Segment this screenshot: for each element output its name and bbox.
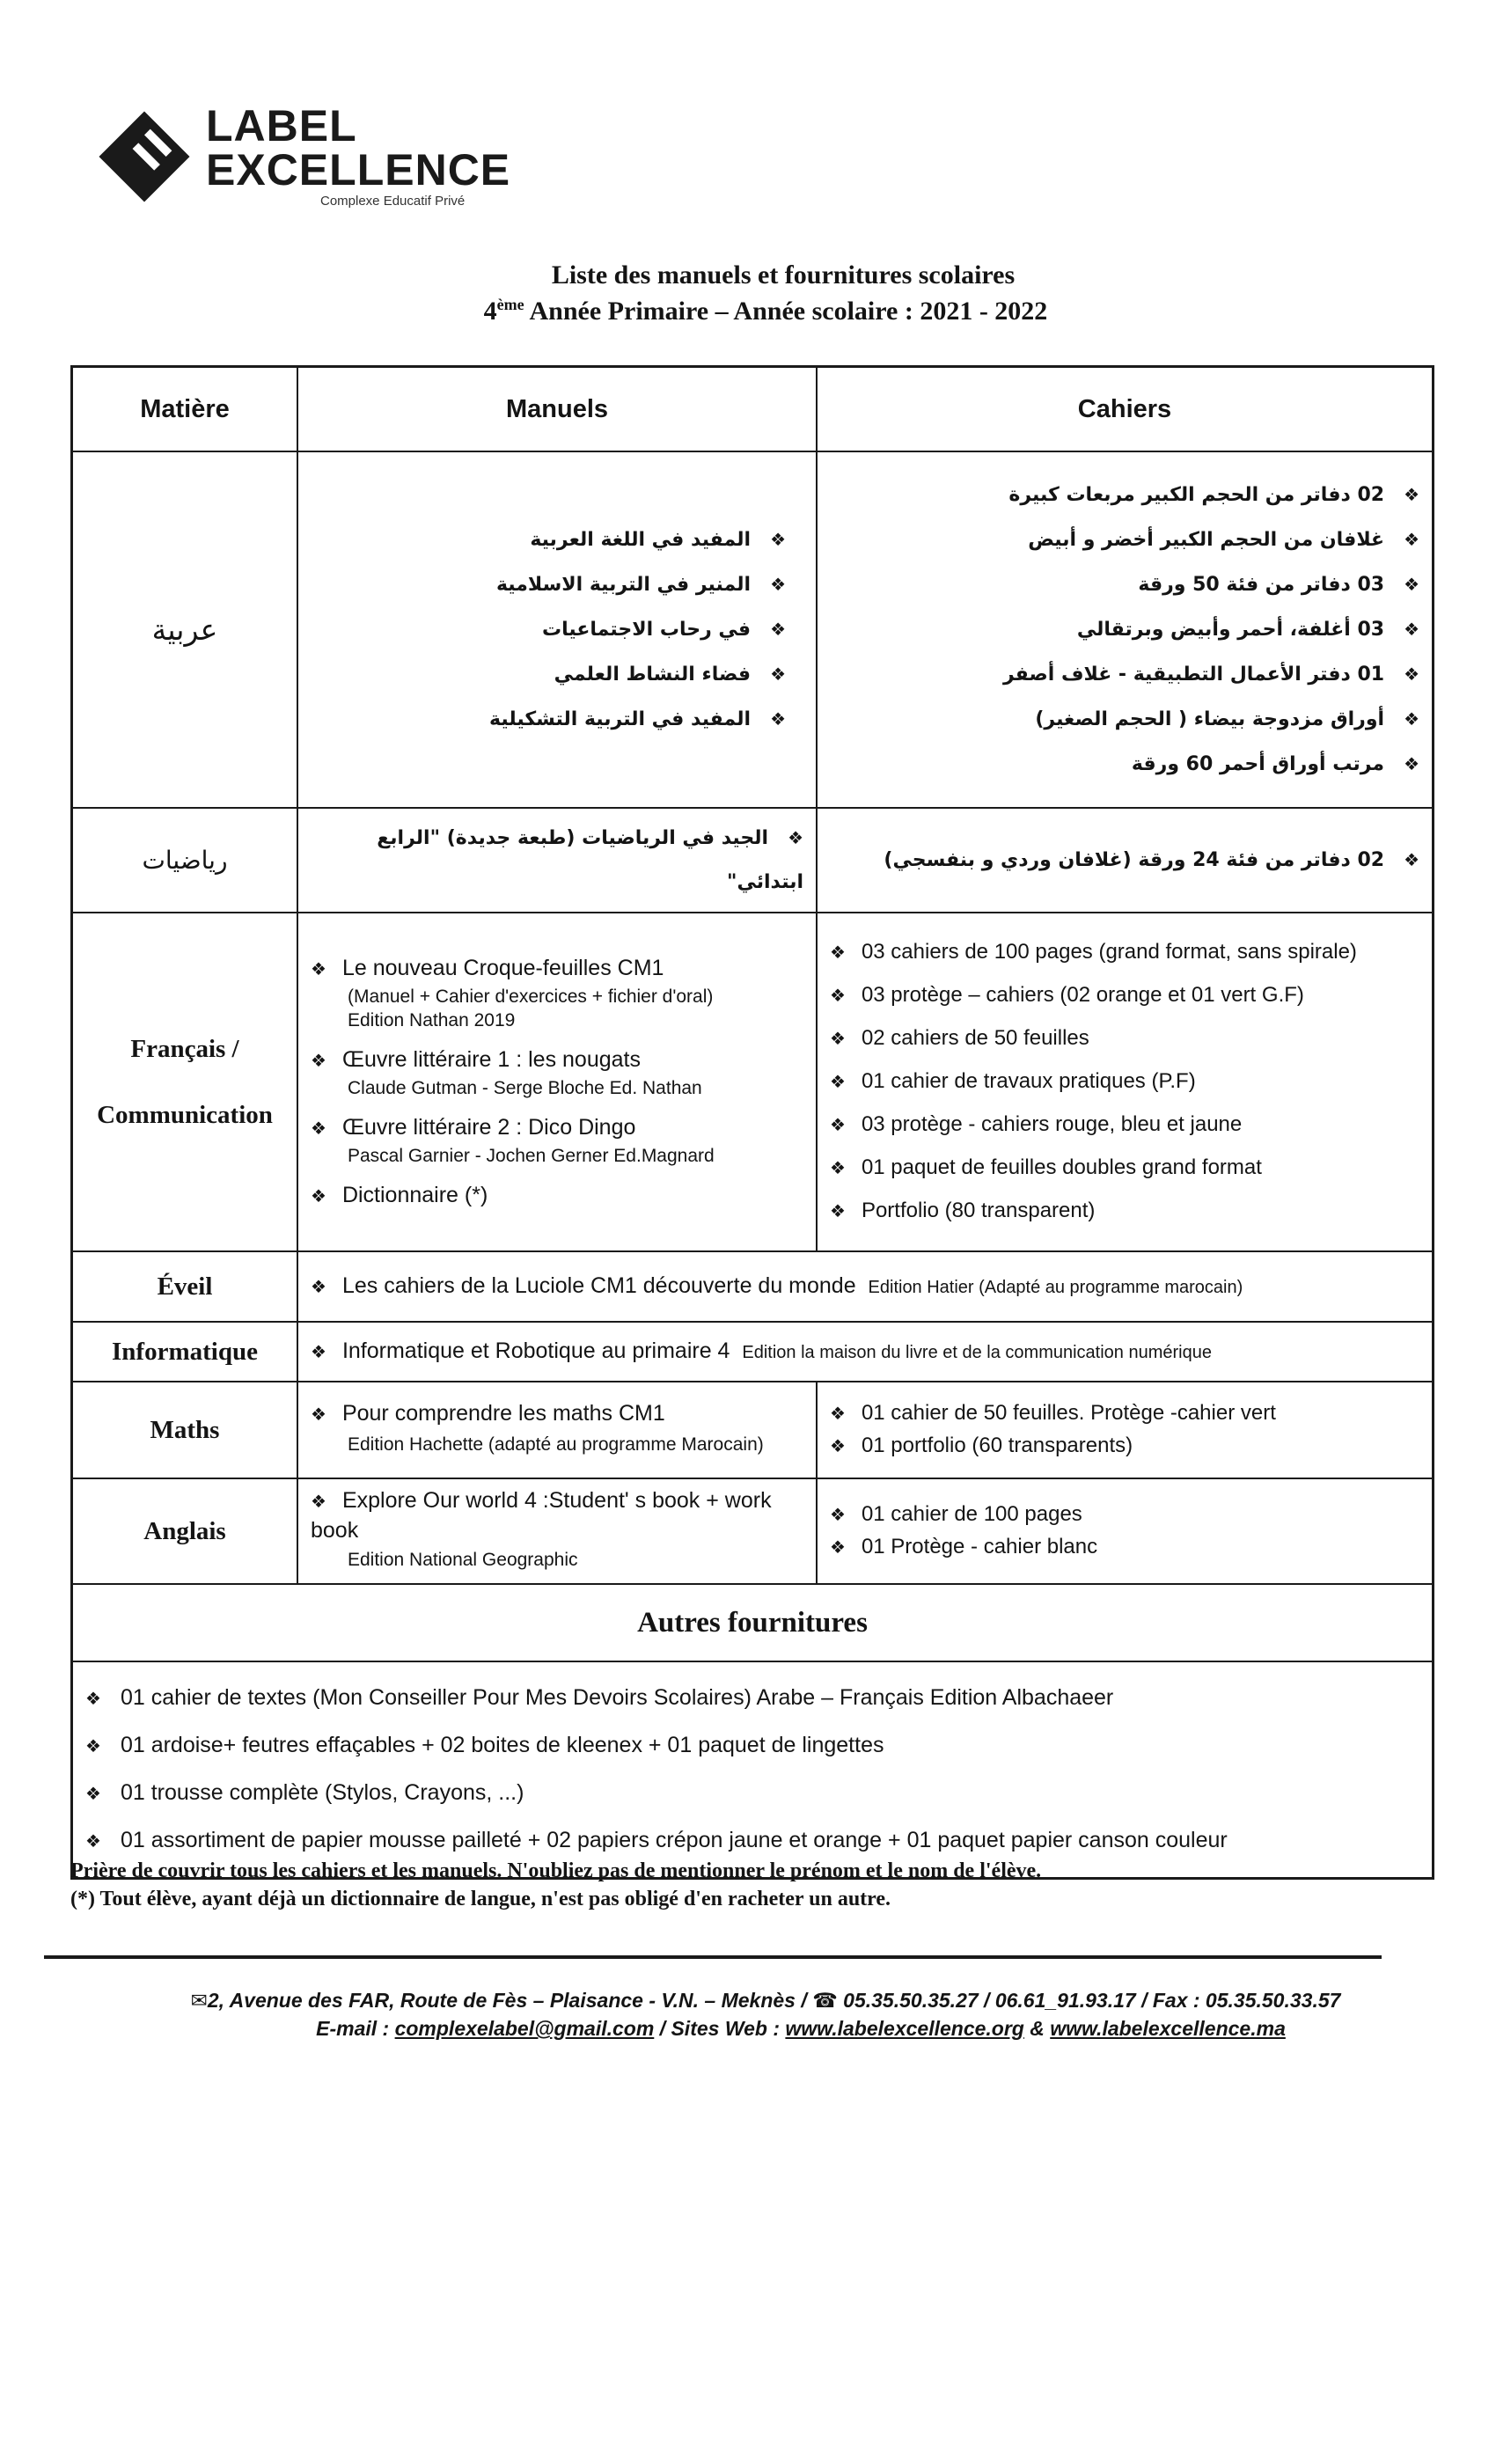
bullet-icon: ❖ <box>788 827 803 848</box>
subject-eveil: Éveil <box>73 1251 297 1322</box>
manuel-maths: ❖ Pour comprendre les maths CM1 Edition Hachette (adapté au programme Marocain) <box>297 1382 817 1478</box>
bullet-icon: ❖ <box>770 664 786 685</box>
list-item: ❖ 01 cahier de 50 feuilles. Protège -cahier vert <box>830 1401 1276 1425</box>
bullet-icon: ❖ <box>770 529 786 550</box>
subject-anglais: Anglais <box>73 1478 297 1584</box>
manuel-anglais: ❖ Explore Our world 4 :Student' s book + work book Edition National Geographic <box>297 1478 817 1584</box>
cahier-maths-arabic <box>817 808 1432 913</box>
manuel-eveil: ❖ Les cahiers de la Luciole CM1 découverte du monde Edition Hatier (Adapté au programme marocain) <box>297 1251 1432 1322</box>
email-link[interactable]: complexelabel@gmail.com <box>394 2017 655 2040</box>
bullet-icon: ❖ <box>311 1051 326 1071</box>
list-item: ❖المفيد في اللغة العربية <box>530 529 786 551</box>
list-item: ❖ 02 cahiers de 50 feuilles <box>830 1026 1089 1050</box>
email-label: E-mail : <box>316 2017 395 2040</box>
row-eveil <box>73 1251 1432 1322</box>
contact-address: ✉2, Avenue des FAR, Route de Fès – Plaisance - V.N. – Meknès / ☎ 05.35.50.35.27 / 06.61_91.93.17 / Fax : 05.35.50.33.57 <box>190 1989 1341 2012</box>
book-item: ❖ Œuvre littéraire 1 : les nougats Claude Gutman - Serge Bloche Ed. Nathan <box>311 1046 702 1098</box>
bullet-icon: ❖ <box>85 1832 101 1852</box>
anglais-edition: Edition National Geographic <box>348 1550 578 1570</box>
grade-year: Année Primaire – Année scolaire : 2021 - 2022 <box>529 297 1048 326</box>
cahiers-francais <box>817 913 1432 1251</box>
bullet-icon: ❖ <box>85 1690 101 1709</box>
bullet-icon: ❖ <box>311 1405 326 1425</box>
subject-arabic: عربية <box>73 451 297 808</box>
list-item: ❖ 01 Protège - cahier blanc <box>830 1535 1098 1558</box>
book-item: ❖ Dictionnaire (*) <box>311 1182 488 1207</box>
logo-subtitle: Complexe Educatif Privé <box>320 194 466 209</box>
list-item: ❖ 01 cahier de travaux pratiques (P.F) <box>830 1069 1196 1093</box>
list-item: ❖ 01 assortiment de papier mousse pailleté + 02 papiers crépon jaune et orange + 01 paquet papier canson couleur <box>85 1828 1228 1852</box>
logo-wordmark <box>206 101 511 209</box>
header-matiere: Matière <box>73 368 297 451</box>
bullet-icon: ❖ <box>1404 753 1419 774</box>
manuels-francais <box>297 913 817 1251</box>
bullet-icon: ❖ <box>830 986 846 1006</box>
contact-web <box>0 2017 1496 2041</box>
cahiers-arabic <box>817 451 1432 808</box>
bullet-icon: ❖ <box>311 1492 326 1512</box>
document-title: Liste des manuels et fournitures scolaires <box>551 260 1016 290</box>
list-item: ❖في رحاب الاجتماعيات <box>542 619 786 641</box>
bullet-icon: ❖ <box>830 1073 846 1092</box>
list-item: ❖02 دفاتر من فئة 24 ورقة (غلافان وردي و بنفسجي) <box>884 849 1419 871</box>
table-header-row <box>73 368 1432 451</box>
bullet-icon: ❖ <box>830 1159 846 1178</box>
grade-number: 4 <box>483 297 497 326</box>
list-item: ❖01 دفتر الأعمال التطبيقية - غلاف أصفر <box>1003 664 1419 686</box>
bullet-icon: ❖ <box>1404 619 1419 640</box>
bullet-icon: ❖ <box>1404 529 1419 550</box>
bullet-icon: ❖ <box>1404 708 1419 730</box>
list-item: ❖03 أغلفة، أحمر وأبيض وبرتقالي <box>1076 619 1419 641</box>
list-item: ❖ 01 ardoise+ feutres effaçables + 02 boites de kleenex + 01 paquet de lingettes <box>85 1733 884 1757</box>
bullet-icon: ❖ <box>1404 849 1419 870</box>
note-line-1: Prière de couvrir tous les cahiers et les manuels. N'oubliez pas de mentionner le prénom et le nom de l'élève. <box>70 1859 1042 1882</box>
autres-heading: Autres fournitures <box>73 1584 1432 1661</box>
book-item: ❖ Le nouveau Croque-feuilles CM1 (Manuel + Cahier d'exercices + fichier d'oral) Edition Nathan 2019 <box>311 955 714 1030</box>
bullet-icon: ❖ <box>1404 574 1419 595</box>
list-item: ❖غلافان من الحجم الكبير أخضر و أبيض <box>1028 529 1419 551</box>
logo-line-1: LABEL <box>206 101 357 150</box>
list-item: ❖ 03 protège - cahiers rouge, bleu et jaune <box>830 1112 1243 1136</box>
list-item: ❖أوراق مزدوجة بيضاء ( الحجم الصغير) <box>1035 708 1419 730</box>
row-maths-arabic <box>73 808 1432 913</box>
row-autres-heading <box>73 1584 1432 1661</box>
list-item: ❖المفيد في التربية التشكيلية <box>489 708 786 730</box>
subject-francais-line-2: Communication <box>97 1100 273 1129</box>
logo-line-2: EXCELLENCE <box>206 145 511 194</box>
list-item: ❖فضاء النشاط العلمي <box>554 664 786 686</box>
row-autres <box>73 1661 1432 1879</box>
subject-informatique: Informatique <box>73 1322 297 1382</box>
notes-block <box>70 1857 1373 1913</box>
row-arabic <box>73 451 1432 808</box>
header-cahiers: Cahiers <box>817 368 1432 451</box>
supplies-table <box>70 365 1434 1880</box>
manuels-arabic <box>297 451 817 808</box>
manuel-maths-arabic <box>297 808 817 913</box>
list-item: ❖02 دفاتر من الحجم الكبير مربعات كبيرة <box>1008 484 1419 506</box>
bullet-icon: ❖ <box>770 619 786 640</box>
list-item: ❖ 01 trousse complète (Stylos, Crayons, ...) <box>85 1780 524 1805</box>
diamond-logo-icon <box>95 107 194 206</box>
list-item: ❖المنير في التربية الاسلامية <box>495 574 786 596</box>
cahiers-maths <box>817 1382 1432 1478</box>
footer-divider <box>44 1955 1382 1959</box>
grade-suffix: ème <box>496 296 524 313</box>
web-label: / Sites Web : <box>654 2017 786 2040</box>
row-maths <box>73 1382 1432 1478</box>
list-item: ❖ 01 cahier de 100 pages <box>830 1502 1082 1526</box>
bullet-icon: ❖ <box>311 1343 326 1362</box>
bullet-icon: ❖ <box>830 1116 846 1135</box>
list-item: ❖مرتب أوراق أحمر 60 ورقة <box>1131 753 1419 775</box>
document-subtitle <box>0 296 1496 326</box>
bullet-icon: ❖ <box>830 1437 846 1456</box>
header-manuels: Manuels <box>297 368 817 451</box>
list-item: ❖ Portfolio (80 transparent) <box>830 1199 1096 1222</box>
bullet-icon: ❖ <box>311 959 326 979</box>
row-anglais <box>73 1478 1432 1584</box>
bullet-icon: ❖ <box>830 1538 846 1558</box>
manuel-informatique: ❖ Informatique et Robotique au primaire 4 Edition la maison du livre et de la communication numérique <box>297 1322 1432 1382</box>
bullet-icon: ❖ <box>85 1785 101 1804</box>
bullet-icon: ❖ <box>1404 664 1419 685</box>
website-link-ma[interactable]: www.labelexcellence.ma <box>1050 2017 1286 2040</box>
autres-list <box>73 1661 1432 1879</box>
subject-francais <box>73 913 297 1251</box>
list-item: ❖ 01 paquet de feuilles doubles grand format <box>830 1155 1262 1179</box>
maths-edition: Edition Hachette (adapté au programme Marocain) <box>348 1434 764 1455</box>
row-informatique <box>73 1322 1432 1382</box>
cahiers-anglais <box>817 1478 1432 1584</box>
subject-maths: Maths <box>73 1382 297 1478</box>
row-francais <box>73 913 1432 1251</box>
subject-maths-arabic: رياضيات <box>73 808 297 913</box>
list-item: ❖ 03 protège – cahiers (02 orange et 01 vert G.F) <box>830 983 1304 1007</box>
bullet-icon: ❖ <box>830 1506 846 1525</box>
bullet-icon: ❖ <box>830 1404 846 1424</box>
school-logo <box>95 101 511 218</box>
bullet-icon: ❖ <box>770 708 786 730</box>
list-item: ❖ 01 cahier de textes (Mon Conseiller Pour Mes Devoirs Scolaires) Arabe – Français Edition Albachaeer <box>85 1685 1114 1710</box>
note-line-2: (*) Tout élève, ayant déjà un dictionnaire de langue, n'est pas obligé d'en racheter un autre. <box>70 1888 891 1910</box>
bullet-icon: ❖ <box>85 1737 101 1756</box>
bullet-icon: ❖ <box>830 1202 846 1221</box>
bullet-icon: ❖ <box>311 1118 326 1139</box>
website-link-org[interactable]: www.labelexcellence.org <box>785 2017 1024 2040</box>
list-item: ❖ 03 cahiers de 100 pages (grand format, sans spirale) <box>830 940 1357 964</box>
list-item: ❖ 01 portfolio (60 transparents) <box>830 1434 1133 1457</box>
bullet-icon: ❖ <box>311 1186 326 1206</box>
web-separator: & <box>1023 2017 1051 2040</box>
subject-francais-line-1: Français / <box>130 1034 239 1063</box>
list-item: ❖الجيد في الرياضيات (طبعة جديدة) "الرابع ابتدائي" <box>377 827 803 893</box>
bullet-icon: ❖ <box>770 574 786 595</box>
bullet-icon: ❖ <box>830 943 846 963</box>
bullet-icon: ❖ <box>311 1278 326 1297</box>
list-item: ❖03 دفاتر من فئة 50 ورقة <box>1138 574 1419 596</box>
book-item: ❖ Œuvre littéraire 2 : Dico Dingo Pascal Garnier - Jochen Gerner Ed.Magnard <box>311 1114 715 1166</box>
bullet-icon: ❖ <box>1404 484 1419 505</box>
bullet-icon: ❖ <box>830 1030 846 1049</box>
